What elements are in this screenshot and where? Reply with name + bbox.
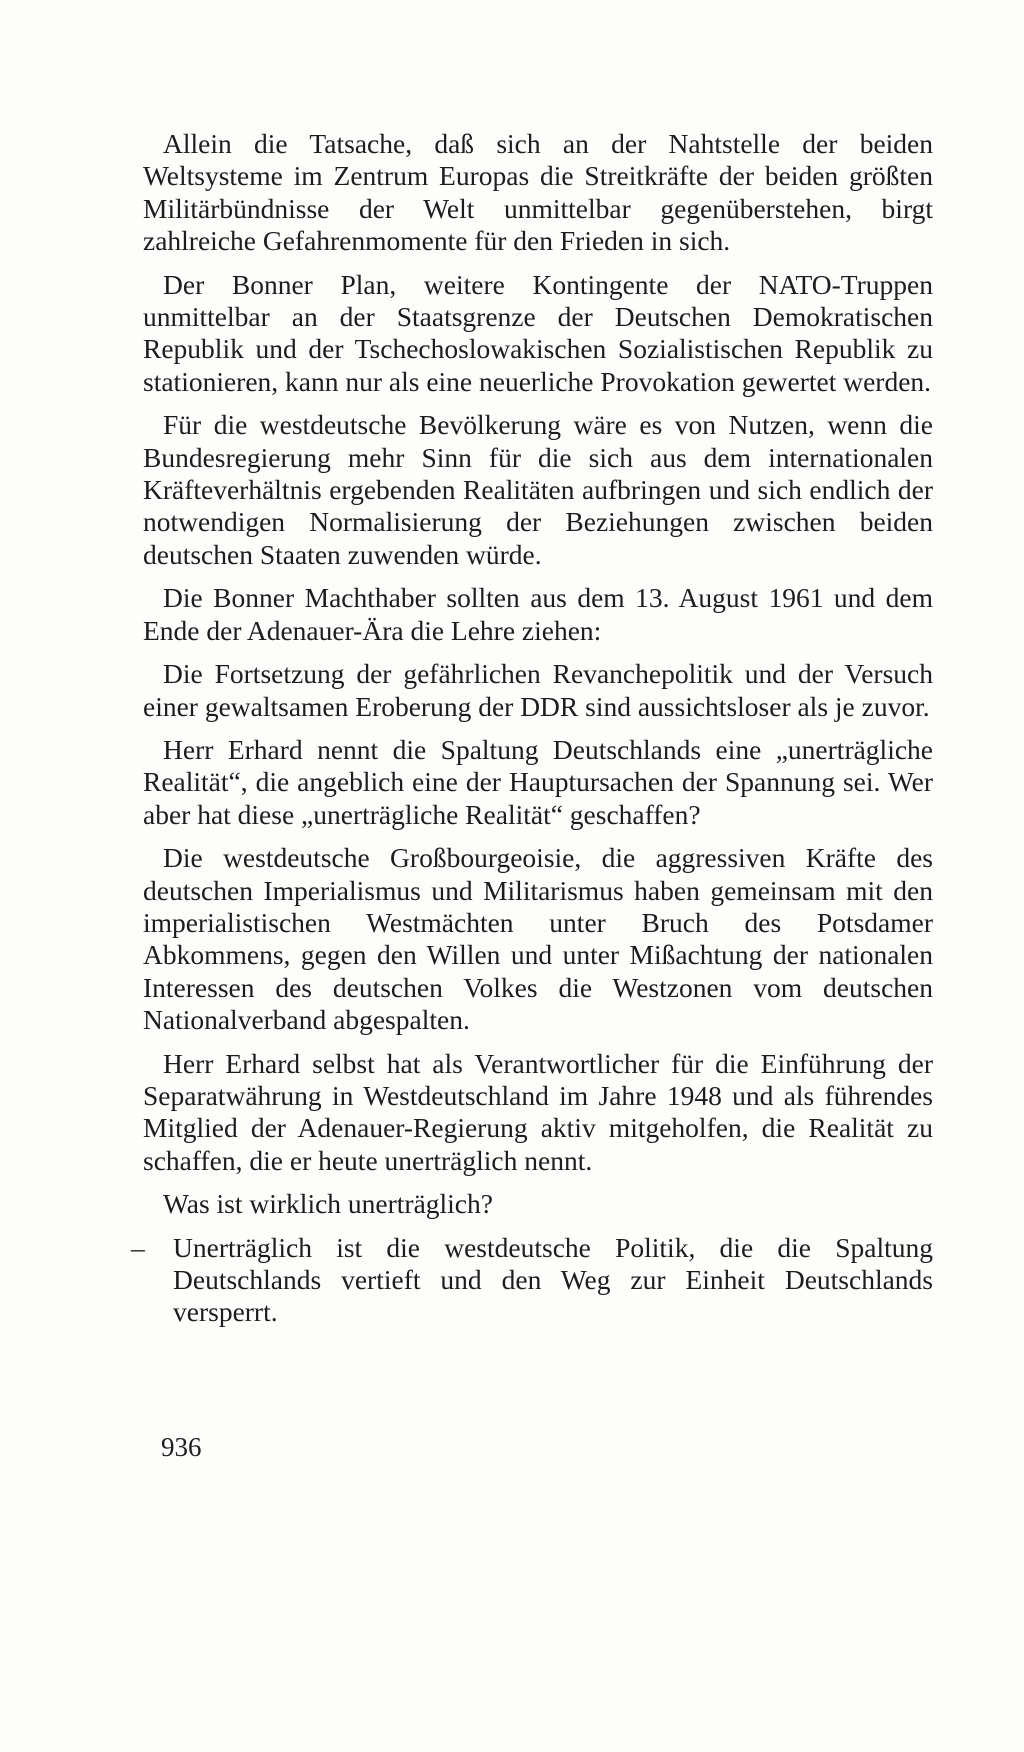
paragraph-2: Der Bonner Plan, weitere Kontingente der NATO-Truppen unmittelbar an der Staatsgrenze der Deutschen Demokratischen Republik und der Tschechoslowakischen Sozialistischen Republik zu stationieren, kann nur als eine neuerliche Provokation gewertet werden. <box>143 268 933 397</box>
page-number: 936 <box>161 1432 202 1462</box>
paragraph-1: Allein die Tatsache, daß sich an der Nahtstelle der beiden Weltsysteme im Zentrum Europas die Streitkräfte der beiden größten Militärbündnisse der Welt unmittelbar gegenüberstehen, birgt zahlreiche Gefahrenmomente für den Frieden in sich. <box>143 128 933 257</box>
paragraph-4: Die Bonner Machthaber sollten aus dem 13. August 1961 und dem Ende der Adenauer-Ära die Lehre ziehen: <box>143 582 933 646</box>
paragraph-6: Herr Erhard nennt die Spaltung Deutschlands eine „unerträgliche Realität“, die angeblich eine der Hauptursachen der Spannung sei. Wer aber hat diese „unerträgliche Realität“ geschaffen? <box>143 733 933 830</box>
paragraph-9: Was ist wirklich unerträglich? <box>163 1188 493 1220</box>
dash-mark: – <box>131 1231 145 1263</box>
body-text <box>131 128 933 1340</box>
dash-item-text: Unerträglich ist die westdeutsche Politik, die die Spaltung Deutschlands vertieft und den Weg zur Einheit Deutschlands versperrt. <box>173 1231 933 1328</box>
paragraph-5: Die Fortsetzung der gefährlichen Revanchepolitik und der Versuch einer gewaltsamen Eroberung der DDR sind aussichtsloser als je zuvor. <box>143 658 933 722</box>
paragraph-3: Für die westdeutsche Bevölkerung wäre es von Nutzen, wenn die Bundesregierung mehr Sinn für die sich aus dem internationalen Kräfteverhältnis ergebenden Realitäten aufbringen und sich endlich der notwendigen Normalisierung der Beziehungen zwischen beiden deutschen Staaten zuwenden würde. <box>143 409 933 570</box>
dash-list-item <box>131 1231 933 1329</box>
paragraph-8: Herr Erhard selbst hat als Verantwortlicher für die Einführung der Separatwährung in Westdeutschland im Jahre 1948 und als führendes Mitglied der Adenauer-Regierung aktiv mitgeholfen, die Realität zu schaffen, die er heute unerträglich nennt. <box>143 1047 933 1176</box>
paragraph-7: Die westdeutsche Großbourgeoisie, die aggressiven Kräfte des deutschen Imperialismus und Militarismus haben gemeinsam mit den imperialistischen Westmächten unter Bruch des Potsdamer Abkommens, gegen den Willen und unter Mißachtung der nationalen Interessen des deutschen Volkes die Westzonen vom deutschen Nationalverband abgespalten. <box>143 842 933 1036</box>
